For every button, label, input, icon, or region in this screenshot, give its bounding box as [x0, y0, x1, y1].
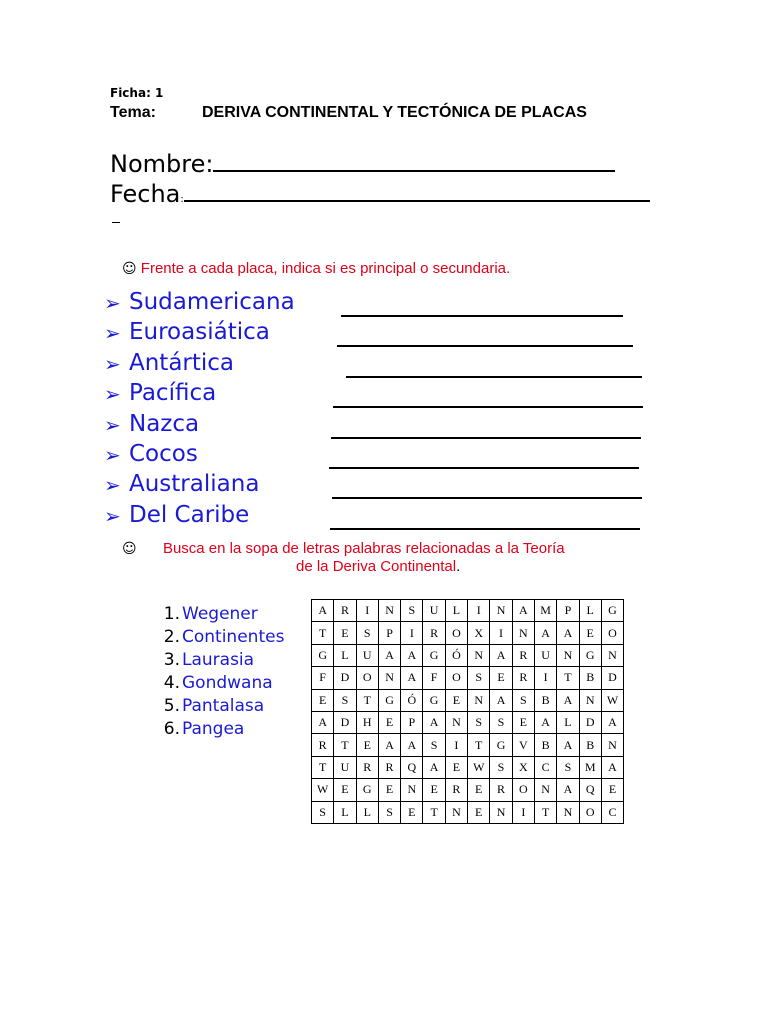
grid-cell[interactable]: S — [490, 756, 512, 778]
grid-cell[interactable]: B — [579, 734, 601, 756]
grid-cell[interactable]: M — [534, 600, 556, 622]
grid-cell[interactable]: O — [512, 779, 534, 801]
grid-cell[interactable]: N — [601, 644, 623, 666]
arrow-bullet-icon: ➢ — [104, 412, 121, 437]
grid-cell[interactable]: E — [490, 667, 512, 689]
word-text: Wegener — [182, 604, 258, 624]
arrow-bullet-icon: ➢ — [104, 473, 121, 498]
plate-name: Euroasiática — [129, 319, 270, 346]
plate-name: Pacífica — [129, 380, 217, 407]
grid-cell[interactable]: G — [356, 779, 378, 801]
grid-cell[interactable]: E — [378, 711, 400, 733]
grid-cell[interactable]: B — [579, 667, 601, 689]
grid-cell[interactable]: G — [423, 689, 445, 711]
nombre-line[interactable] — [213, 170, 615, 172]
grid-row — [312, 779, 624, 801]
word-text: Gondwana — [182, 673, 273, 693]
plate-name: Nazca — [129, 410, 200, 437]
grid-cell[interactable]: S — [490, 711, 512, 733]
arrow-bullet-icon: ➢ — [104, 442, 121, 467]
grid-cell[interactable]: I — [490, 622, 512, 644]
grid-cell[interactable]: N — [378, 600, 400, 622]
instruction-wordsearch-line2-wrap — [296, 558, 460, 575]
grid-cell[interactable]: C — [601, 801, 623, 823]
fecha-field[interactable] — [110, 180, 650, 208]
instruction-plates — [122, 260, 510, 277]
fecha-label: Fecha — [110, 180, 181, 208]
grid-cell[interactable]: A — [534, 711, 556, 733]
grid-cell[interactable]: N — [490, 801, 512, 823]
grid-row — [312, 622, 624, 644]
grid-cell[interactable]: P — [401, 711, 423, 733]
grid-row — [312, 801, 624, 823]
word-item — [156, 627, 284, 650]
grid-cell[interactable]: D — [334, 667, 356, 689]
grid-cell[interactable]: I — [468, 600, 490, 622]
grid-cell[interactable]: U — [423, 600, 445, 622]
grid-cell[interactable]: E — [401, 801, 423, 823]
grid-cell[interactable]: L — [356, 801, 378, 823]
grid-cell[interactable]: A — [401, 734, 423, 756]
grid-cell[interactable]: B — [534, 734, 556, 756]
grid-cell[interactable]: L — [557, 711, 579, 733]
grid-cell[interactable]: E — [512, 711, 534, 733]
plate-answer-line[interactable] — [346, 376, 642, 378]
ficha-number: Ficha: 1 — [110, 86, 164, 100]
grid-cell[interactable]: A — [557, 734, 579, 756]
grid-cell[interactable]: R — [512, 667, 534, 689]
word-item — [156, 696, 284, 719]
grid-cell[interactable]: X — [468, 622, 490, 644]
instruction-wordsearch-line2: de la Deriva Continental — [296, 558, 457, 575]
grid-cell[interactable]: T — [557, 667, 579, 689]
grid-cell[interactable]: A — [601, 756, 623, 778]
grid-cell[interactable]: R — [334, 600, 356, 622]
grid-cell[interactable]: E — [423, 779, 445, 801]
plate-name: Del Caribe — [129, 501, 250, 528]
grid-cell[interactable]: N — [445, 711, 467, 733]
grid-cell[interactable]: L — [579, 600, 601, 622]
plate-name: Cocos — [129, 440, 198, 467]
grid-cell[interactable]: T — [468, 734, 490, 756]
grid-cell[interactable]: U — [534, 644, 556, 666]
grid-cell[interactable]: G — [312, 644, 334, 666]
grid-cell[interactable]: T — [356, 689, 378, 711]
grid-cell[interactable]: A — [557, 622, 579, 644]
grid-cell[interactable]: H — [356, 711, 378, 733]
grid-cell[interactable]: A — [490, 689, 512, 711]
grid-cell[interactable]: B — [534, 689, 556, 711]
grid-cell[interactable]: N — [601, 734, 623, 756]
grid-cell[interactable]: N — [512, 622, 534, 644]
fecha-colon: : — [180, 194, 184, 205]
grid-cell[interactable]: O — [445, 667, 467, 689]
grid-cell[interactable]: U — [356, 644, 378, 666]
grid-cell[interactable]: A — [423, 711, 445, 733]
grid-cell[interactable]: N — [401, 779, 423, 801]
grid-cell[interactable]: A — [378, 734, 400, 756]
grid-cell[interactable]: I — [512, 801, 534, 823]
grid-cell[interactable]: N — [557, 801, 579, 823]
word-text: Laurasia — [182, 650, 255, 670]
word-item — [156, 673, 284, 696]
grid-cell[interactable]: A — [557, 689, 579, 711]
grid-row — [312, 689, 624, 711]
grid-cell[interactable]: N — [378, 667, 400, 689]
grid-cell[interactable]: G — [579, 644, 601, 666]
grid-row — [312, 756, 624, 778]
grid-cell[interactable]: C — [534, 756, 556, 778]
grid-cell[interactable]: U — [334, 756, 356, 778]
grid-cell[interactable]: E — [601, 779, 623, 801]
word-search-grid — [311, 599, 624, 824]
grid-cell[interactable]: E — [334, 622, 356, 644]
plate-name: Sudamericana — [129, 289, 295, 315]
grid-cell[interactable]: O — [356, 667, 378, 689]
grid-cell[interactable]: R — [378, 756, 400, 778]
fecha-line[interactable] — [184, 200, 650, 202]
smiley-icon: ☺ — [122, 261, 137, 277]
word-number: 2. — [163, 627, 180, 647]
plate-name: Antártica — [129, 349, 235, 376]
grid-cell[interactable]: Q — [401, 756, 423, 778]
grid-cell[interactable]: P — [378, 622, 400, 644]
arrow-bullet-icon: ➢ — [104, 321, 121, 346]
grid-cell[interactable]: E — [334, 779, 356, 801]
grid-cell[interactable]: G — [601, 600, 623, 622]
grid-row — [312, 734, 624, 756]
instruction-wordsearch-line1: Busca en la sopa de letras palabras relacionadas a la Teoría — [162, 540, 565, 557]
grid-cell[interactable]: G — [378, 689, 400, 711]
arrow-bullet-icon: ➢ — [104, 382, 121, 407]
grid-cell[interactable]: A — [490, 644, 512, 666]
plate-answer-line[interactable] — [329, 467, 639, 469]
grid-cell[interactable]: N — [468, 689, 490, 711]
grid-cell[interactable]: S — [378, 801, 400, 823]
grid-cell[interactable]: A — [401, 667, 423, 689]
grid-cell[interactable]: S — [356, 622, 378, 644]
grid-cell[interactable]: I — [445, 734, 467, 756]
grid-cell[interactable]: T — [334, 734, 356, 756]
word-item — [156, 719, 284, 742]
grid-cell[interactable]: E — [378, 779, 400, 801]
tema-label: Tema: — [110, 104, 156, 121]
grid-row — [312, 600, 624, 622]
grid-cell[interactable]: A — [401, 644, 423, 666]
grid-cell[interactable]: X — [512, 756, 534, 778]
grid-cell[interactable]: S — [557, 756, 579, 778]
grid-cell[interactable]: T — [423, 801, 445, 823]
grid-cell[interactable]: V — [512, 734, 534, 756]
grid-cell[interactable]: A — [312, 600, 334, 622]
grid-cell[interactable]: S — [312, 801, 334, 823]
grid-cell[interactable]: R — [512, 644, 534, 666]
grid-cell[interactable]: N — [445, 801, 467, 823]
grid-cell[interactable]: D — [601, 667, 623, 689]
grid-cell[interactable]: O — [601, 622, 623, 644]
grid-cell[interactable]: A — [423, 756, 445, 778]
grid-cell[interactable]: P — [557, 600, 579, 622]
grid-cell[interactable]: D — [334, 711, 356, 733]
grid-cell[interactable]: A — [534, 622, 556, 644]
grid-cell[interactable]: E — [312, 689, 334, 711]
word-text: Continentes — [182, 627, 285, 647]
instruction-wordsearch-period: . — [456, 558, 461, 575]
word-number: 6. — [163, 719, 180, 739]
grid-cell[interactable]: W — [468, 756, 490, 778]
grid-cell[interactable]: G — [423, 644, 445, 666]
grid-cell[interactable]: L — [445, 600, 467, 622]
fecha-line-overflow — [112, 222, 120, 223]
grid-cell[interactable]: A — [512, 600, 534, 622]
plate-answer-line[interactable] — [337, 345, 633, 347]
word-number: 1. — [163, 604, 180, 624]
grid-cell[interactable]: E — [468, 779, 490, 801]
grid-cell[interactable]: R — [312, 734, 334, 756]
tema-title: DERIVA CONTINENTAL Y TECTÓNICA DE PLACAS — [202, 104, 587, 121]
grid-cell[interactable]: Ó — [445, 644, 467, 666]
grid-cell[interactable]: M — [579, 756, 601, 778]
arrow-bullet-icon: ➢ — [104, 291, 121, 315]
grid-cell[interactable]: S — [401, 600, 423, 622]
grid-cell[interactable]: A — [601, 711, 623, 733]
nombre-label: Nombre: — [110, 150, 214, 178]
grid-cell[interactable]: G — [490, 734, 512, 756]
grid-cell[interactable]: S — [468, 711, 490, 733]
word-list — [156, 604, 284, 742]
word-text: Pantalasa — [182, 696, 265, 716]
grid-cell[interactable]: O — [579, 801, 601, 823]
grid-cell[interactable]: L — [334, 644, 356, 666]
grid-cell[interactable]: R — [423, 622, 445, 644]
grid-cell[interactable]: A — [557, 779, 579, 801]
grid-cell[interactable]: S — [334, 689, 356, 711]
plate-answer-line[interactable] — [341, 315, 623, 317]
grid-cell[interactable]: R — [445, 779, 467, 801]
nombre-field[interactable] — [110, 150, 615, 178]
grid-cell[interactable]: E — [468, 801, 490, 823]
grid-cell[interactable]: T — [534, 801, 556, 823]
grid-cell[interactable]: E — [445, 756, 467, 778]
grid-cell[interactable]: N — [534, 779, 556, 801]
grid-cell[interactable]: Ó — [401, 689, 423, 711]
grid-cell[interactable]: F — [423, 667, 445, 689]
grid-cell[interactable]: S — [512, 689, 534, 711]
plate-answer-line[interactable] — [331, 437, 641, 439]
word-number: 5. — [163, 696, 180, 716]
grid-cell[interactable]: O — [445, 622, 467, 644]
plate-answer-line[interactable] — [333, 406, 643, 408]
word-number: 3. — [163, 650, 180, 670]
grid-cell[interactable]: R — [356, 756, 378, 778]
plate-answer-line[interactable] — [330, 528, 640, 530]
grid-cell[interactable]: I — [534, 667, 556, 689]
grid-cell[interactable]: S — [423, 734, 445, 756]
plate-name: Australiana — [129, 471, 260, 498]
grid-cell[interactable]: N — [557, 644, 579, 666]
grid-cell[interactable]: N — [468, 644, 490, 666]
grid-row — [312, 711, 624, 733]
grid-cell[interactable]: I — [356, 600, 378, 622]
grid-cell[interactable]: A — [378, 644, 400, 666]
grid-cell[interactable]: F — [312, 667, 334, 689]
word-text: Pangea — [182, 719, 245, 739]
grid-cell[interactable]: T — [312, 756, 334, 778]
grid-cell[interactable]: A — [312, 711, 334, 733]
grid-cell[interactable]: D — [579, 711, 601, 733]
word-item — [156, 650, 284, 673]
arrow-bullet-icon: ➢ — [104, 503, 121, 528]
word-item — [156, 604, 284, 627]
grid-row — [312, 667, 624, 689]
grid-cell[interactable]: L — [334, 801, 356, 823]
grid-cell[interactable]: E — [356, 734, 378, 756]
grid-cell[interactable]: S — [468, 667, 490, 689]
grid-cell[interactable]: N — [579, 689, 601, 711]
plate-answer-line[interactable] — [332, 497, 642, 499]
grid-cell[interactable]: T — [312, 622, 334, 644]
grid-cell[interactable]: E — [445, 689, 467, 711]
grid-cell[interactable]: N — [490, 600, 512, 622]
grid-cell[interactable]: W — [601, 689, 623, 711]
instruction-wordsearch — [122, 540, 565, 557]
grid-cell[interactable]: I — [401, 622, 423, 644]
instruction-plates-text: Frente a cada placa, indica si es principal o secundaria. — [140, 260, 511, 277]
grid-cell[interactable]: R — [490, 779, 512, 801]
grid-row — [312, 644, 624, 666]
word-number: 4. — [163, 673, 180, 693]
grid-cell[interactable]: W — [312, 779, 334, 801]
grid-cell[interactable]: Q — [579, 779, 601, 801]
smiley-icon: ☺ — [122, 541, 137, 557]
grid-cell[interactable]: E — [579, 622, 601, 644]
arrow-bullet-icon: ➢ — [104, 351, 121, 376]
